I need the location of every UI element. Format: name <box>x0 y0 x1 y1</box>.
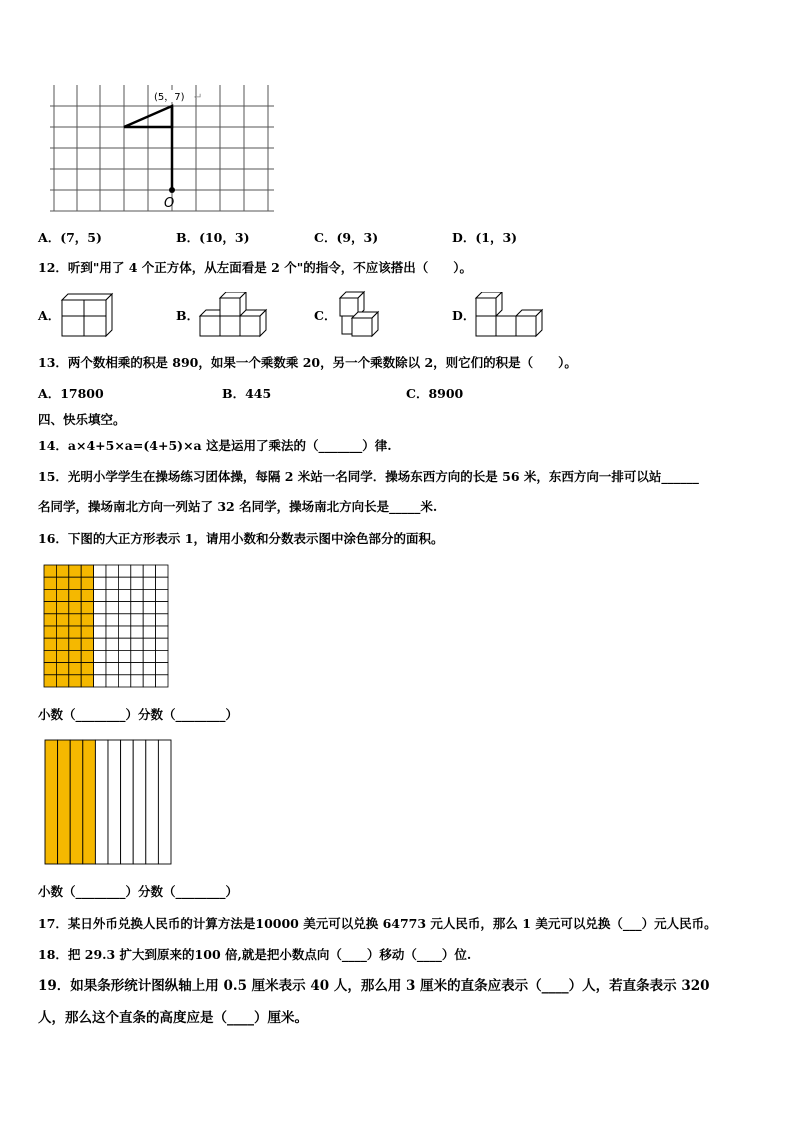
grid-cell <box>94 650 106 662</box>
grid-cell <box>94 663 106 675</box>
grid-cell <box>143 626 155 638</box>
shaded-cell <box>56 614 68 626</box>
grid-cell <box>131 614 143 626</box>
grid-cell <box>143 589 155 601</box>
q13-question: 13．两个数相乘的积是 890，如果一个乘数乘 20，另一个乘数除以 2，则它们的积是（ ）。 <box>38 355 577 370</box>
grid-cell <box>94 565 106 577</box>
strip <box>108 740 121 864</box>
shaded-cell <box>69 663 81 675</box>
grid-cell <box>143 638 155 650</box>
shaded-cell <box>81 650 93 662</box>
grid-cell <box>94 602 106 614</box>
grid-cell <box>131 663 143 675</box>
shaded-cell <box>56 675 68 687</box>
shaded-cell <box>56 650 68 662</box>
shaded-cell <box>69 675 81 687</box>
q11-option-a: A．(7，5) <box>38 230 102 245</box>
grid-cell <box>94 614 106 626</box>
grid-cell <box>118 626 130 638</box>
shaded-cell <box>56 638 68 650</box>
grid-cell <box>106 589 118 601</box>
grid-cell <box>131 602 143 614</box>
grid-cell <box>94 638 106 650</box>
grid-cell <box>131 589 143 601</box>
grid-cell <box>156 565 168 577</box>
grid-cell <box>118 638 130 650</box>
shaded-cell <box>44 577 56 589</box>
grid-cell <box>131 650 143 662</box>
shaded-cell <box>81 589 93 601</box>
grid-cell <box>118 663 130 675</box>
q11-option-c: C．(9，3) <box>314 230 379 245</box>
section-title: 四、快乐填空。 <box>38 412 126 427</box>
grid-cell <box>118 675 130 687</box>
shaded-cell <box>69 602 81 614</box>
grid-cell <box>143 650 155 662</box>
shaded-cell <box>44 626 56 638</box>
shaded-cell <box>44 663 56 675</box>
grid-cell <box>143 675 155 687</box>
q16-answer-line-2: 小数（________）分数（________） <box>38 884 239 899</box>
grid-cell <box>131 565 143 577</box>
shaded-cell <box>81 663 93 675</box>
shaded-cell <box>81 565 93 577</box>
q16-tenths-grid <box>42 738 174 866</box>
shaded-cell <box>56 565 68 577</box>
q16-question: 16．下图的大正方形表示 1，请用小数和分数表示图中涂色部分的面积。 <box>38 531 444 546</box>
grid-cell <box>156 602 168 614</box>
grid-cell <box>106 614 118 626</box>
shaded-strip <box>83 740 96 864</box>
shaded-cell <box>56 663 68 675</box>
q12-option-a-cubes <box>60 292 116 340</box>
grid-cell <box>106 650 118 662</box>
shaded-cell <box>69 589 81 601</box>
grid-cell <box>156 614 168 626</box>
grid-cell <box>94 675 106 687</box>
grid-cell <box>143 577 155 589</box>
shaded-cell <box>44 589 56 601</box>
q18-question: 18．把 29.3 扩大到原来的100 倍,就是把小数点向（____）移动（____）位. <box>38 947 472 962</box>
grid-cell <box>143 614 155 626</box>
q19-line-1: 19．如果条形统计图纵轴上用 0.5 厘米表示 40 人，那么用 3 厘米的直条应表示（____）人，若直条表示 320 <box>38 978 710 994</box>
grid-cell <box>106 626 118 638</box>
grid-cell <box>156 589 168 601</box>
shaded-cell <box>44 650 56 662</box>
shaded-strip <box>45 740 58 864</box>
shaded-strip <box>70 740 83 864</box>
shaded-cell <box>69 638 81 650</box>
grid-cell <box>106 577 118 589</box>
shaded-cell <box>81 614 93 626</box>
grid-cell <box>118 577 130 589</box>
grid-cell <box>143 602 155 614</box>
grid-lines <box>50 85 274 211</box>
q19-line-2: 人，那么这个直条的高度应是（____）厘米。 <box>38 1010 308 1026</box>
coordinate-grid-flag-figure <box>48 84 278 216</box>
shaded-cell <box>44 614 56 626</box>
q12-option-a-label: A． <box>38 308 61 323</box>
grid-cell <box>143 663 155 675</box>
grid-cell <box>156 675 168 687</box>
q17-question: 17．某日外币兑换人民币的计算方法是10000 美元可以兑换 64773 元人民币，那么 1 美元可以兑换（___）元人民币。 <box>38 916 717 931</box>
q12-option-d-cubes <box>474 292 546 340</box>
q13-option-b: B．445 <box>222 386 272 401</box>
shaded-cell <box>56 589 68 601</box>
grid-cell <box>118 602 130 614</box>
shaded-cell <box>44 638 56 650</box>
grid-cell <box>94 577 106 589</box>
shaded-cell <box>81 626 93 638</box>
grid-cell <box>118 589 130 601</box>
return-mark-icon: ↵ <box>194 92 203 103</box>
grid-cell <box>131 626 143 638</box>
q15-line-2: 名同学，操场南北方向一列站了 32 名同学，操场南北方向长是_____米. <box>38 499 438 514</box>
grid-cell <box>131 638 143 650</box>
grid-cell <box>131 577 143 589</box>
grid-cell <box>118 565 130 577</box>
q12-question: 12．听到"用了 4 个正方体，从左面看是 2 个"的指令，不应该搭出（ ）。 <box>38 260 472 275</box>
q12-option-d-label: D． <box>452 308 476 323</box>
grid-cell <box>156 650 168 662</box>
grid-cell <box>106 663 118 675</box>
q16-answer-line-1: 小数（________）分数（________） <box>38 707 239 722</box>
shaded-cell <box>81 602 93 614</box>
grid-cell <box>156 638 168 650</box>
q12-option-b-cubes <box>198 292 268 340</box>
shaded-cell <box>44 675 56 687</box>
origin-point <box>169 187 175 193</box>
strip <box>133 740 146 864</box>
shaded-strip <box>58 740 71 864</box>
q15-line-1: 15．光明小学学生在操场练习团体操，每隔 2 米站一名同学．操场东西方向的长是 56 米，东西方向一排可以站______ <box>38 469 699 484</box>
shaded-cell <box>69 577 81 589</box>
shaded-cell <box>69 614 81 626</box>
grid-cell <box>106 638 118 650</box>
grid-cell <box>131 675 143 687</box>
strip <box>121 740 134 864</box>
q14-question: 14．a×4+5×a=(4+5)×a 这是运用了乘法的（_______）律. <box>38 438 392 453</box>
shaded-cell <box>81 675 93 687</box>
grid-cell <box>118 650 130 662</box>
grid-cell <box>156 577 168 589</box>
q13-option-a: A．17800 <box>38 386 104 401</box>
q11-option-b: B．(10，3) <box>176 230 250 245</box>
q11-option-d: D．(1，3) <box>452 230 518 245</box>
strip <box>95 740 108 864</box>
grid-cell <box>156 663 168 675</box>
point-label: (5，7) <box>154 92 185 103</box>
q12-option-c-cubes <box>336 286 386 340</box>
shaded-cell <box>69 565 81 577</box>
shaded-cell <box>56 577 68 589</box>
strip <box>158 740 171 864</box>
shaded-cell <box>44 602 56 614</box>
grid-cell <box>156 626 168 638</box>
grid-cell <box>94 589 106 601</box>
grid-cell <box>106 565 118 577</box>
shaded-cell <box>44 565 56 577</box>
shaded-cell <box>81 577 93 589</box>
q12-option-b-label: B． <box>176 308 200 323</box>
grid-cell <box>94 626 106 638</box>
grid-cell <box>106 675 118 687</box>
grid-cell <box>118 614 130 626</box>
shaded-cell <box>69 626 81 638</box>
shaded-cell <box>56 602 68 614</box>
shaded-cell <box>81 638 93 650</box>
shaded-cell <box>56 626 68 638</box>
grid-cell <box>106 602 118 614</box>
grid-cell <box>143 565 155 577</box>
q12-option-c-label: C． <box>314 308 337 323</box>
q16-hundred-grid <box>42 563 170 689</box>
origin-label: O <box>164 196 175 211</box>
q13-option-c: C．8900 <box>406 386 464 401</box>
shaded-cell <box>69 650 81 662</box>
strip <box>146 740 159 864</box>
